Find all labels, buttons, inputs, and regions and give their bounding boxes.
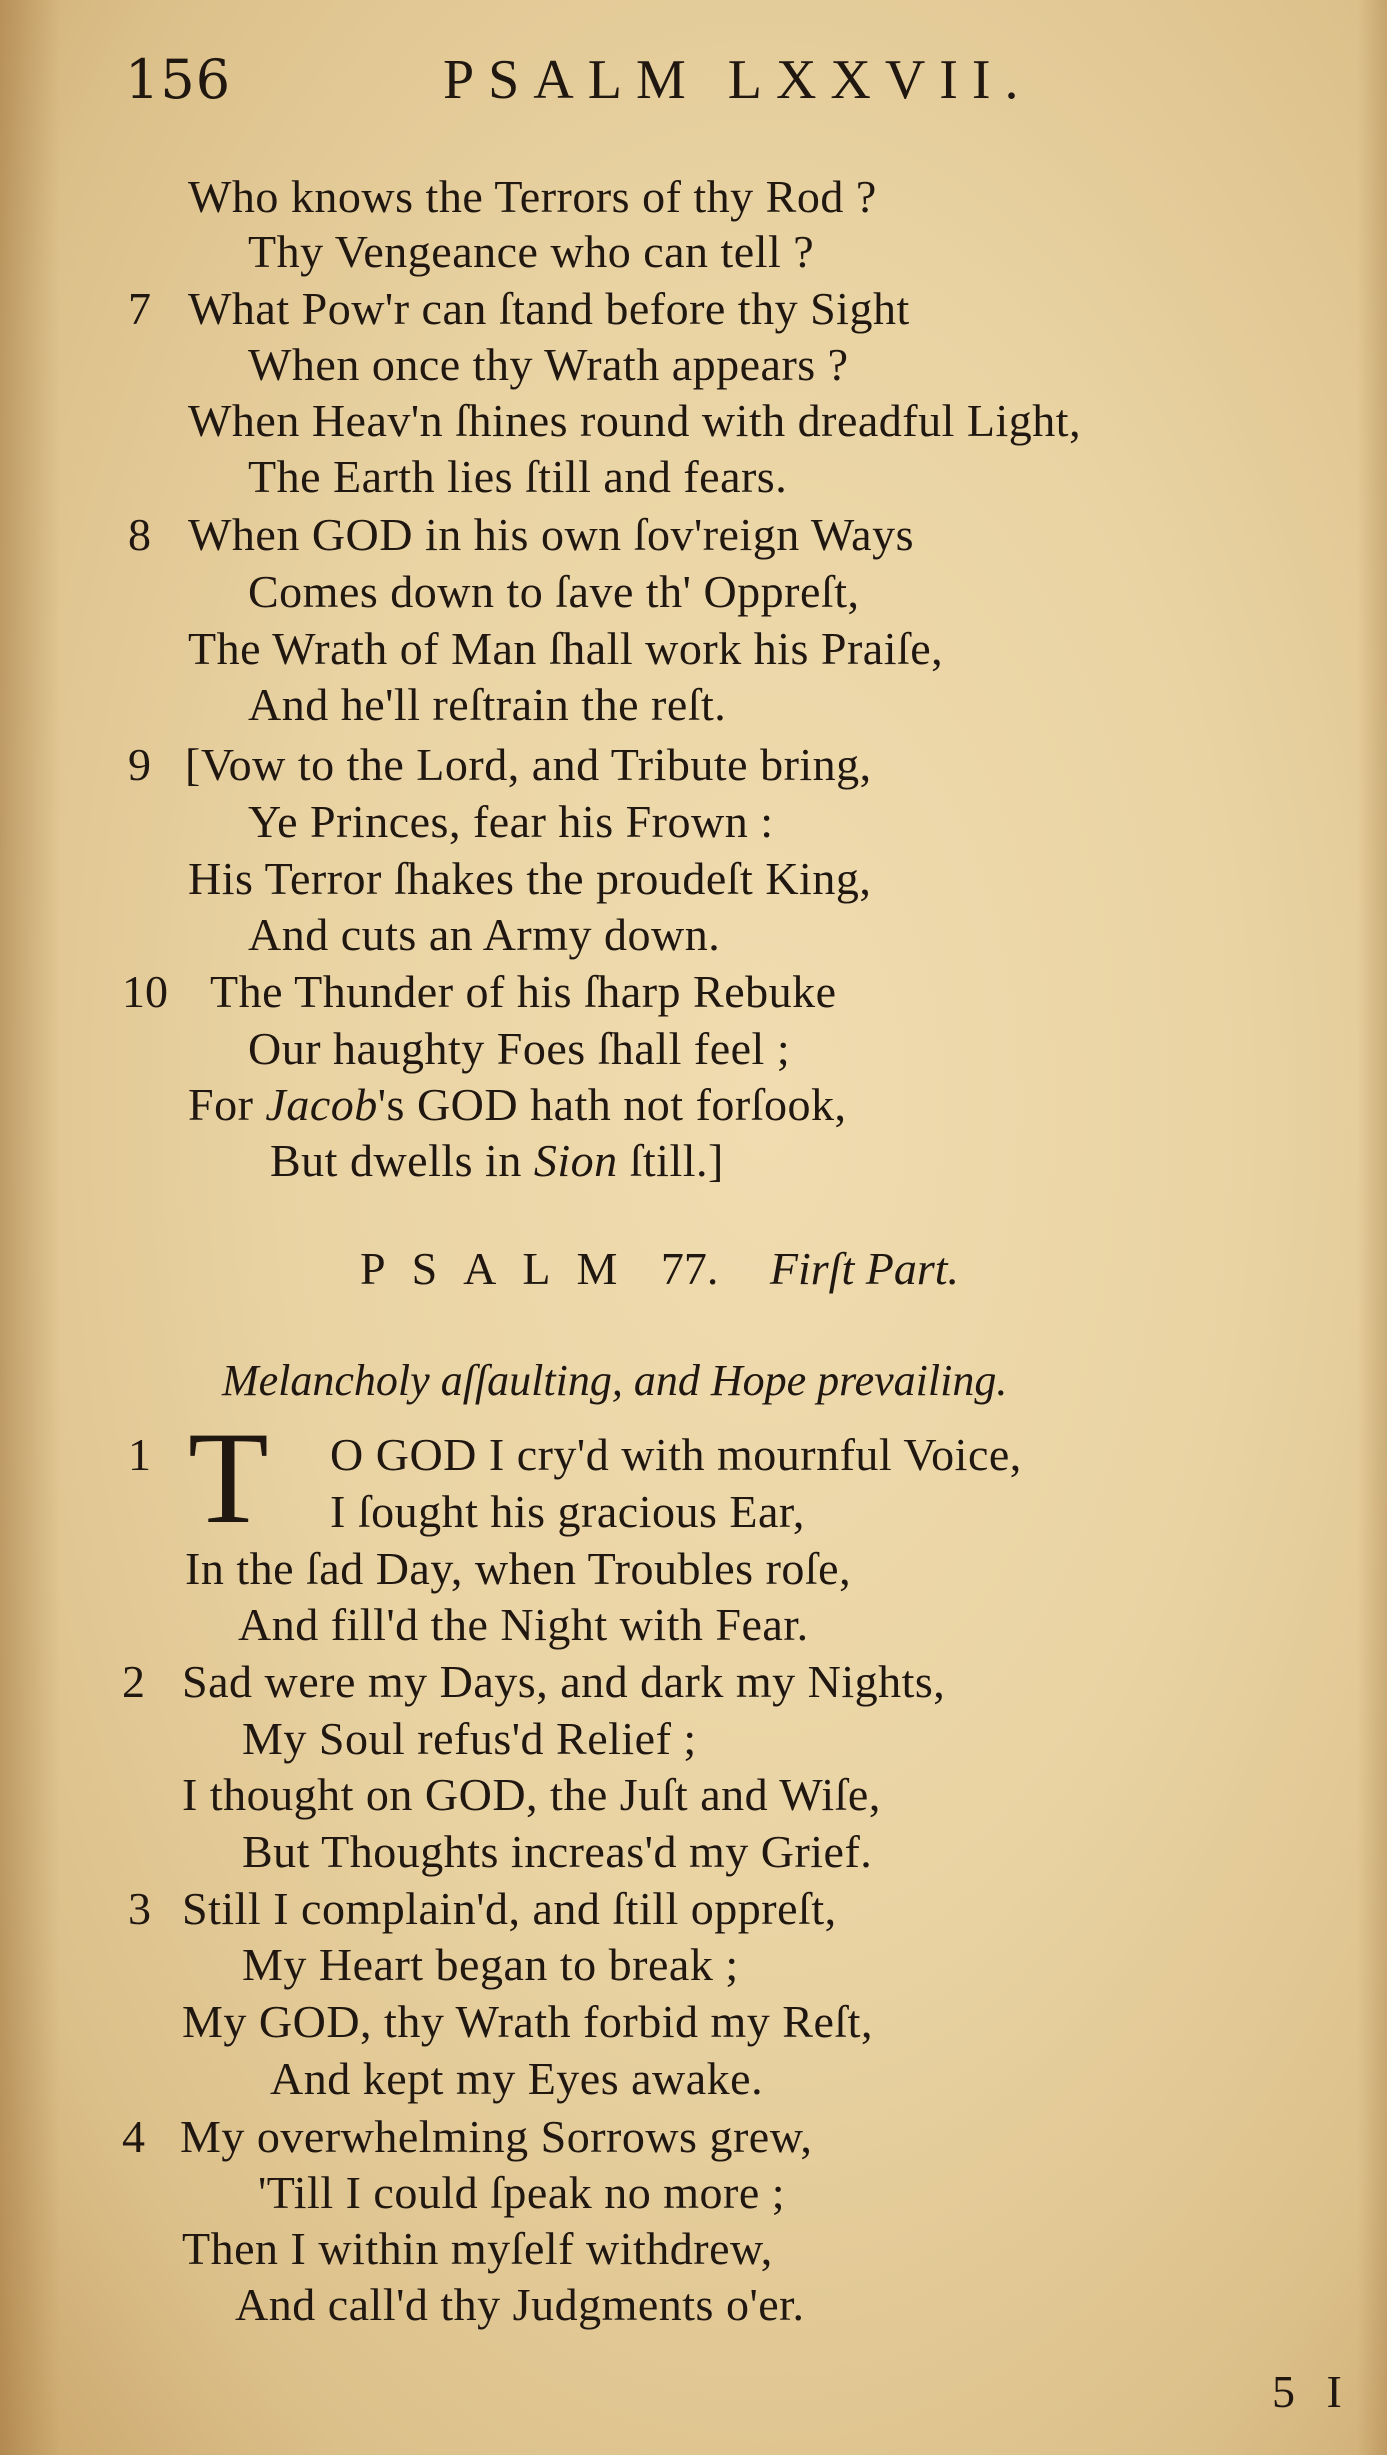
section-number: 77. [660, 1243, 719, 1294]
italic-name: Sion [533, 1135, 618, 1186]
page-edge-shadow-right [1357, 0, 1387, 2455]
verse-line: 'Till I could ſpeak no more ; [258, 2167, 786, 2218]
verse-line: And cuts an Army down. [248, 909, 721, 960]
verse-number: 2 [122, 1656, 145, 1707]
section-part: Firſt Part. [769, 1243, 960, 1294]
verse-text: ſtill.] [617, 1135, 724, 1186]
section-title: PSALM [360, 1243, 644, 1294]
verse-number: 3 [128, 1883, 151, 1934]
verse-line: Ye Princes, fear his Frown : [248, 796, 774, 847]
verse-line: When once thy Wrath appears ? [248, 339, 849, 390]
verse-line: Who knows the Terrors of thy Rod ? [188, 171, 877, 222]
verse-line: And he'll reſtrain the reſt. [248, 679, 727, 730]
verse-line: My GOD, thy Wrath forbid my Reſt, [182, 1996, 873, 2047]
verse-line: But Thoughts increas'd my Grief. [242, 1826, 873, 1877]
verse-number: 7 [128, 283, 151, 334]
signature-mark: 5 I [1272, 2366, 1352, 2417]
verse-text: For [188, 1079, 266, 1130]
verse-line: O GOD I cry'd with mournful Voice, [330, 1429, 1022, 1480]
page-edge-shadow-left [0, 0, 60, 2455]
verse-line: And kept my Eyes awake. [270, 2053, 764, 2104]
page-header [125, 48, 1275, 118]
verse-line: Comes down to ſave th' Oppreſt, [248, 566, 860, 617]
page-number: 156 [125, 48, 232, 111]
verse-line: My Soul refus'd Relief ; [242, 1713, 697, 1764]
running-head: PSALM LXXVII. [443, 49, 1033, 111]
verse-line: When GOD in his own ſov'reign Ways [188, 509, 914, 560]
verse-number: 9 [128, 739, 151, 790]
verse-line: Still I complain'd, and ſtill oppreſt, [182, 1883, 837, 1934]
verse-line [270, 1134, 724, 1187]
drop-cap: T [188, 1404, 269, 1551]
verse-line: When Heav'n ſhines round with dreadful Light, [188, 395, 1082, 446]
verse-line: Our haughty Foes ſhall feel ; [248, 1023, 791, 1074]
verse-line: And call'd thy Judgments o'er. [235, 2279, 805, 2330]
verse-number: 10 [122, 966, 168, 1017]
verse-line: My overwhelming Sorrows grew, [180, 2111, 813, 2162]
verse-text: But dwells in [270, 1135, 534, 1186]
verse-line: I ſought his gracious Ear, [330, 1486, 805, 1537]
verse-line: Thy Vengeance who can tell ? [248, 226, 815, 277]
section-subtitle: Melancholy aſſaulting, and Hope prevailing. [222, 1356, 1008, 1405]
verse-number: 8 [128, 509, 151, 560]
verse-line: My Heart began to break ; [242, 1939, 739, 1990]
verse-line: Sad were my Days, and dark my Nights, [182, 1656, 946, 1707]
verse-number: 1 [128, 1429, 151, 1480]
verse-line: And fill'd the Night with Fear. [238, 1599, 809, 1650]
verse-line: Then I within myſelf withdrew, [182, 2223, 773, 2274]
verse-line: [Vow to the Lord, and Tribute bring, [185, 739, 872, 790]
verse-line: What Pow'r can ſtand before thy Sight [188, 283, 910, 334]
verse-line: In the ſad Day, when Troubles roſe, [185, 1543, 852, 1594]
verse-line: The Wrath of Man ſhall work his Praiſe, [188, 623, 944, 674]
verse-line: His Terror ſhakes the proudeſt King, [188, 853, 872, 904]
verse-line: The Earth lies ſtill and fears. [248, 451, 788, 502]
verse-text: 's GOD hath not forſook, [377, 1079, 847, 1130]
verse-number: 4 [122, 2111, 145, 2162]
section-heading [360, 1242, 959, 1295]
verse-line [188, 1078, 847, 1131]
italic-name: Jacob [265, 1079, 378, 1130]
verse-line: I thought on GOD, the Juſt and Wiſe, [182, 1769, 881, 1820]
verse-line: The Thunder of his ſharp Rebuke [210, 966, 837, 1017]
